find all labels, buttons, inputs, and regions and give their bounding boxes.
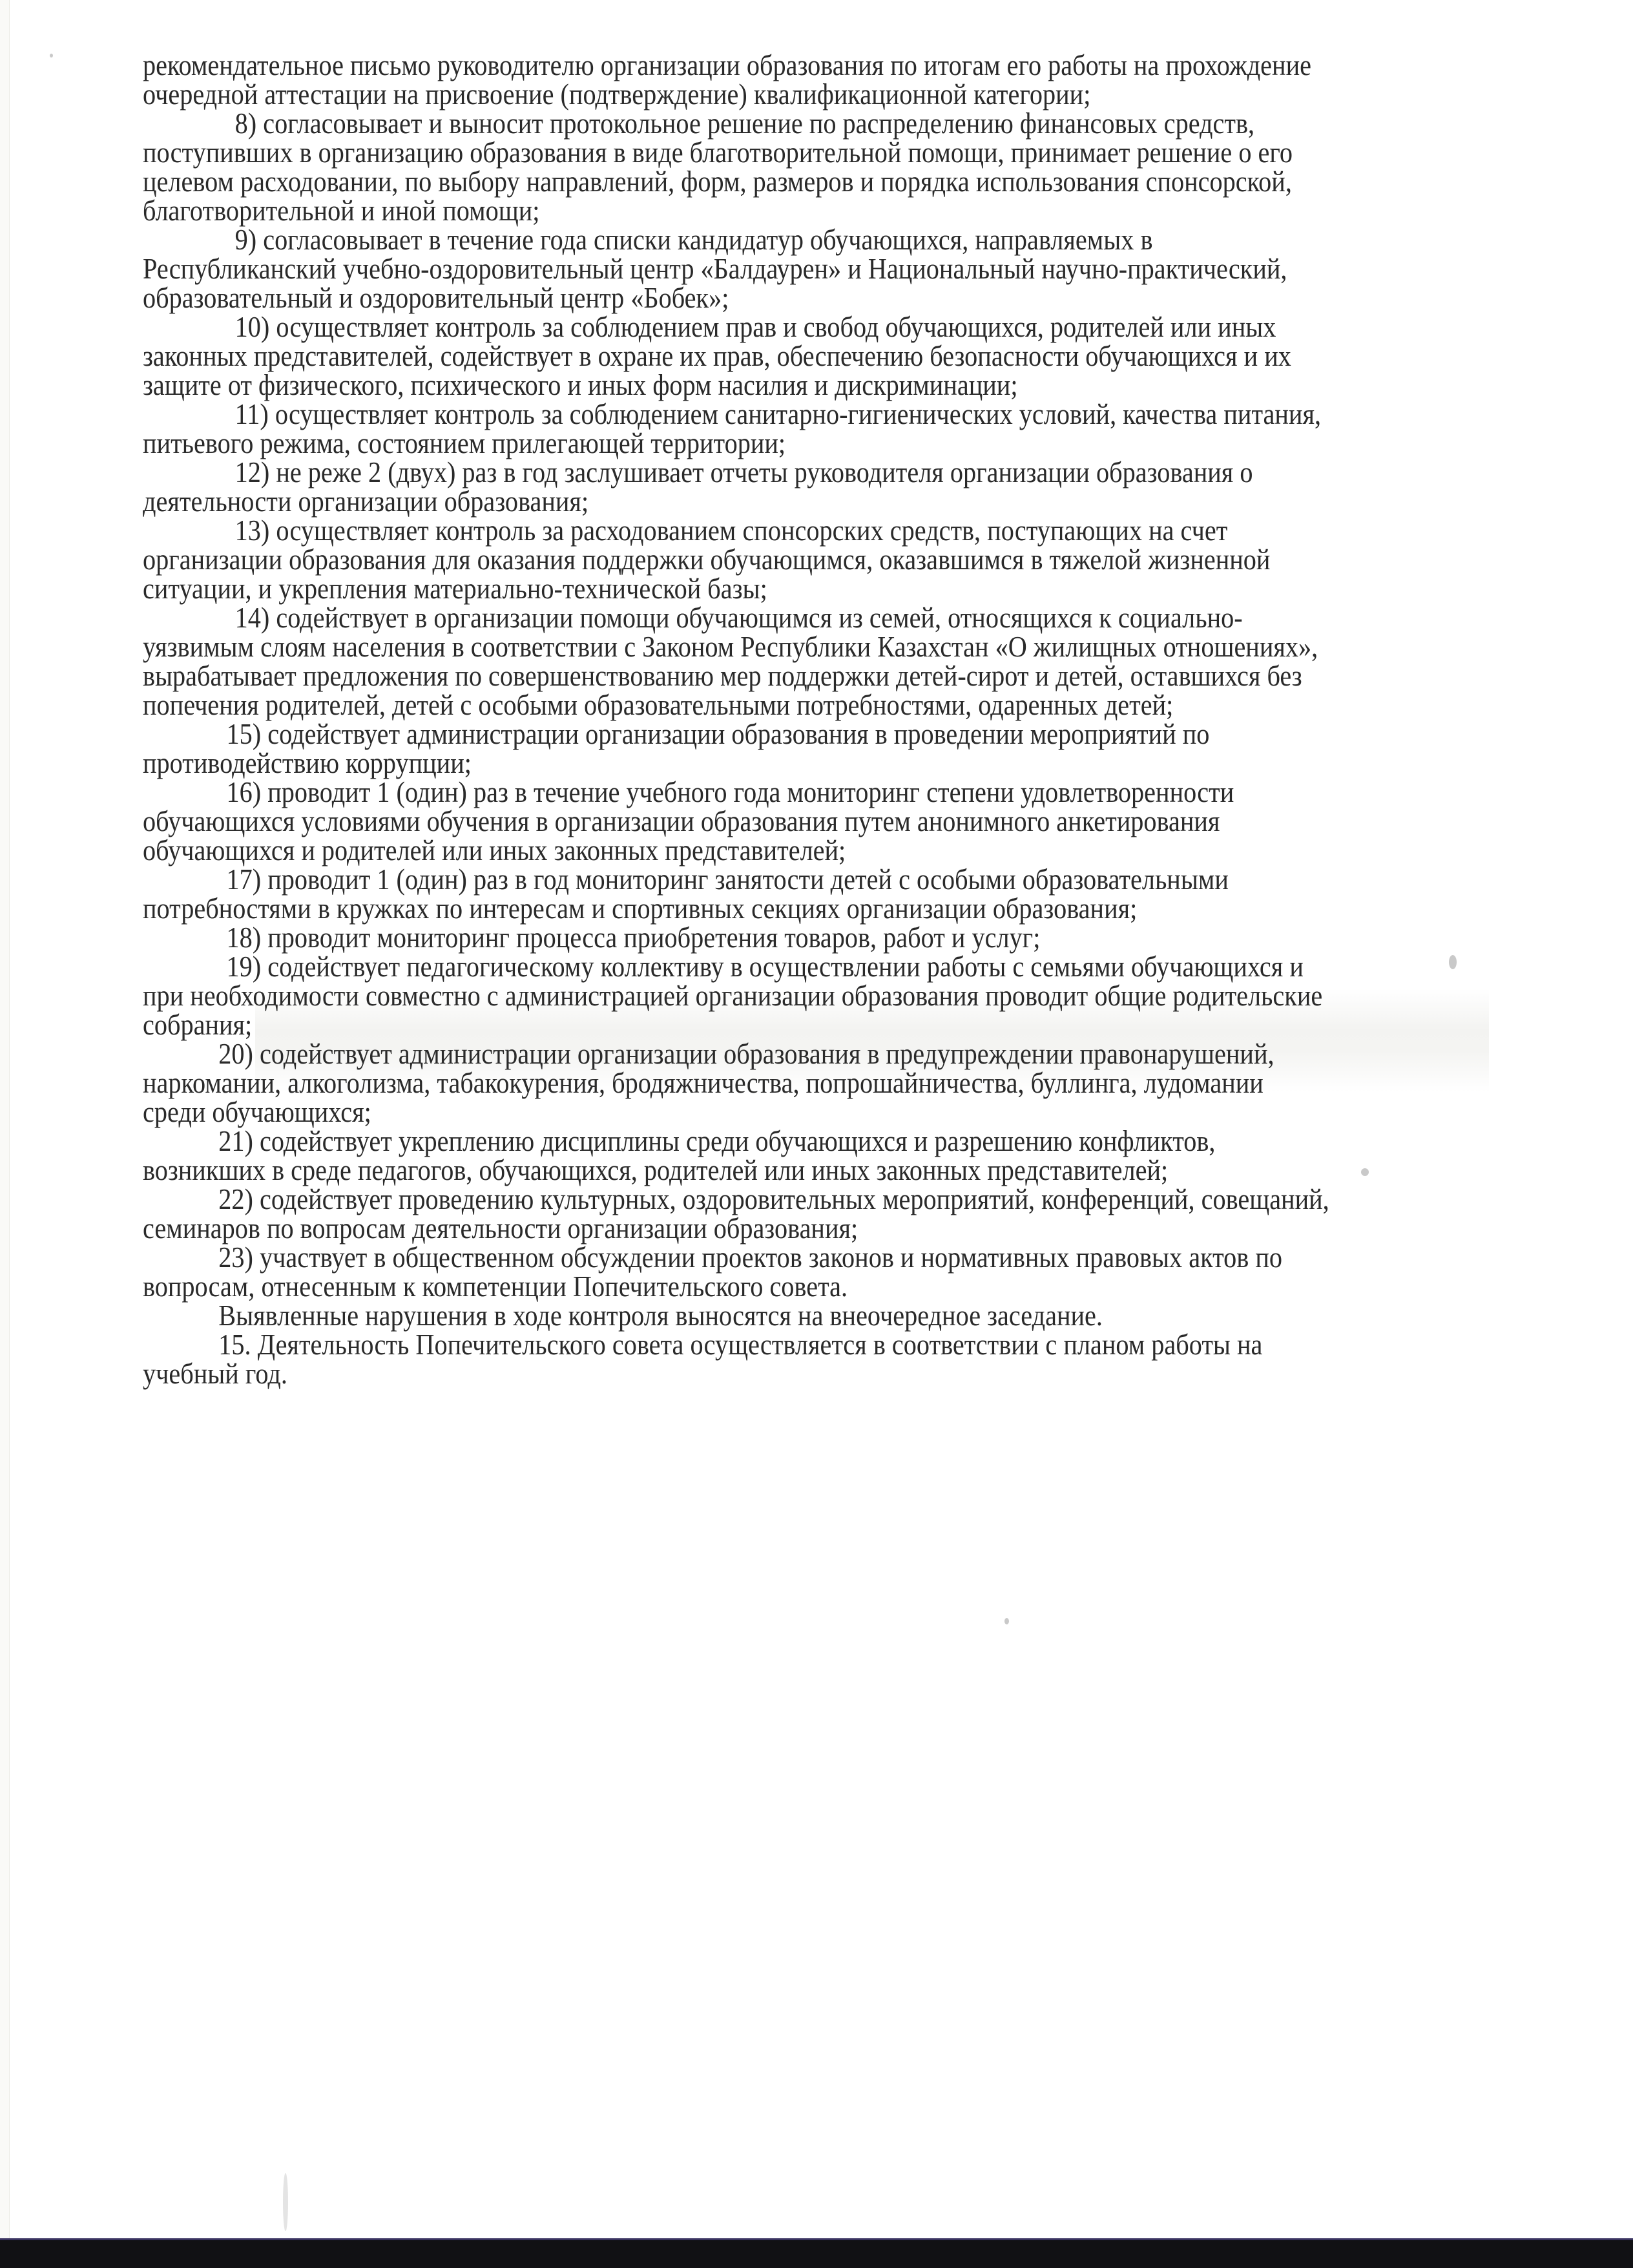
list-item-16: 16) проводит 1 (один) раз в течение учебного года мониторинг степени удовлетворенности (226, 775, 1234, 808)
list-item-23: 23) участвует в общественном обсуждении проектов законов и нормативных правовых актов по (218, 1241, 1283, 1274)
list-item-20: 20) содействует администрации организации образования в предупреждении правонарушений, (218, 1037, 1274, 1070)
clause-15: 15. Деятельность Попечительского совета осуществляется в соответствии с планом работы на (218, 1328, 1263, 1361)
text-line: целевом расходовании, по выбору направлений, форм, размеров и порядка использования спонсорской, (143, 165, 1292, 198)
text-line: противодействию коррупции; (143, 746, 472, 779)
text-line: потребностями в кружках по интересам и спортивных секциях организации образования; (143, 892, 1138, 925)
list-item-21: 21) содействует укреплению дисциплины среди обучающихся и разрешению конфликтов, (218, 1124, 1216, 1157)
text-line: рекомендательное письмо руководителю организации образования по итогам его работы на прохождение (143, 48, 1311, 81)
list-item-13: 13) осуществляет контроль за расходованием спонсорских средств, поступающих на счет (234, 514, 1228, 547)
scanned-page (9, 0, 1633, 2238)
document-body (143, 50, 1624, 1388)
list-item-8: 8) согласовывает и выносит протокольное решение по распределению финансовых средств, (234, 107, 1255, 140)
list-item-15: 15) содействует администрации организации образования в проведении мероприятий по (226, 717, 1210, 750)
text-line: учебный год. (143, 1357, 287, 1390)
text-line: обучающихся условиями обучения в организации образования путем анонимного анкетирования (143, 804, 1220, 837)
text-line: наркомании, алкоголизма, табакокурения, бродяжничества, попрошайничества, буллинга, лудомании (143, 1066, 1264, 1099)
scan-speck (283, 2173, 288, 2231)
scanner-edge-band (0, 2238, 1633, 2268)
text-line: защите от физического, психического и иных форм насилия и дискриминации; (143, 368, 1018, 401)
text-line: благотворительной и иной помощи; (143, 194, 540, 227)
text-line: возникших в среде педагогов, обучающихся, родителей или иных законных представителей; (143, 1153, 1169, 1186)
text-line: попечения родителей, детей с особыми образовательными потребностями, одаренных детей; (143, 688, 1174, 721)
text-line: среди обучающихся; (143, 1095, 371, 1128)
text-line: вопросам, отнесенным к компетенции Попечительского совета. (143, 1270, 848, 1303)
text-line: собрания; (143, 1008, 253, 1041)
text-line: Республиканский учебно-оздоровительный центр «Балдаурен» и Национальный научно-практический, (143, 252, 1287, 285)
scan-speck (1004, 1618, 1009, 1624)
text-line: уязвимым слоям населения в соответствии с Законом Республики Казахстан «О жилищных отношениях», (143, 630, 1318, 663)
list-item-9: 9) согласовывает в течение года списки кандидатур обучающихся, направляемых в (234, 223, 1153, 256)
list-item-18: 18) проводит мониторинг процесса приобретения товаров, работ и услуг; (226, 921, 1041, 954)
list-item-22: 22) содействует проведению культурных, оздоровительных мероприятий, конференций, совещаний, (218, 1182, 1329, 1215)
text-line: поступивших в организацию образования в виде благотворительной помощи, принимает решение о его (143, 136, 1293, 169)
list-item-19: 19) содействует педагогическому коллективу в осуществлении работы с семьями обучающихся и (226, 950, 1304, 983)
scan-speck (50, 54, 53, 58)
text-line: законных представителей, содействует в охране их прав, обеспечению безопасности обучающихся и их (143, 339, 1291, 372)
list-item-11: 11) осуществляет контроль за соблюдением санитарно-гигиенических условий, качества питания, (234, 397, 1322, 430)
text-line: образовательный и оздоровительный центр «Бобек»; (143, 281, 729, 314)
list-item-10: 10) осуществляет контроль за соблюдением прав и свобод обучающихся, родителей или иных (234, 310, 1276, 343)
text-line: семинаров по вопросам деятельности организации образования; (143, 1212, 858, 1244)
list-item-17: 17) проводит 1 (один) раз в год мониторинг занятости детей с особыми образовательными (226, 863, 1229, 896)
text-line: организации образования для оказания поддержки обучающимся, оказавшимся в тяжелой жизненной (143, 543, 1271, 576)
text-line: обучающихся и родителей или иных законных представителей; (143, 834, 846, 866)
text-line: при необходимости совместно с администрацией организации образования проводит общие родительские (143, 979, 1323, 1012)
text-line: деятельности организации образования; (143, 485, 589, 518)
list-item-12: 12) не реже 2 (двух) раз в год заслушивает отчеты руководителя организации образования о (234, 456, 1253, 488)
list-item-14: 14) содействует в организации помощи обучающимся из семей, относящихся к социально- (234, 601, 1243, 634)
text-line: вырабатывает предложения по совершенствованию мер поддержки детей-сирот и детей, оставшихся без (143, 659, 1302, 692)
text-line: ситуации, и укрепления материально-технической базы; (143, 572, 767, 605)
paragraph-violations: Выявленные нарушения в ходе контроля выносятся на внеочередное заседание. (218, 1299, 1103, 1332)
text-line: очередной аттестации на присвоение (подтверждение) квалификационной категории; (143, 78, 1091, 110)
text-line: питьевого режима, состоянием прилегающей территории; (143, 426, 786, 459)
